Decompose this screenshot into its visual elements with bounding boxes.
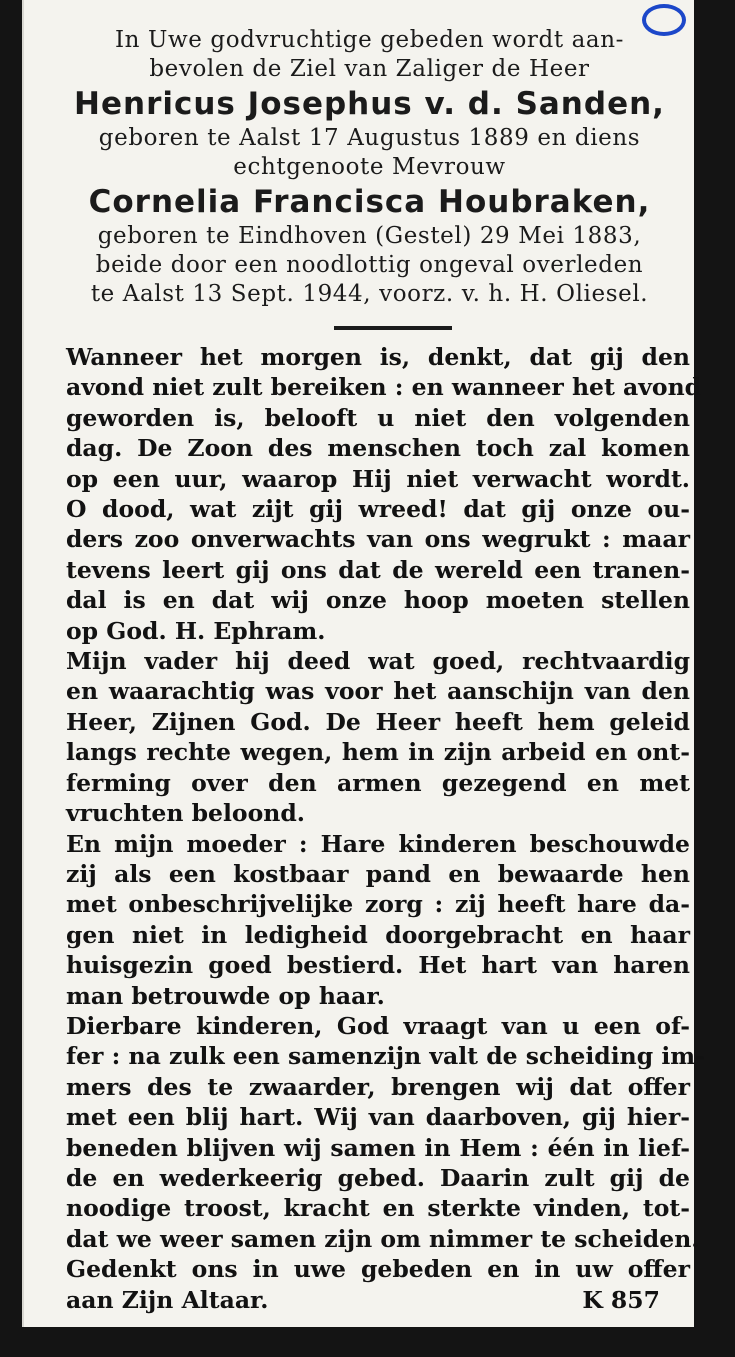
paragraph-1 [66,342,702,646]
paragraph-4 [66,1011,705,1285]
closing-line [66,1285,690,1315]
body-line: ferming over den armen gezegend en met [66,768,690,797]
card-body [66,342,705,1315]
body-line: dal is en dat wij onze hoop moeten stellen [66,586,690,615]
closing-text: aan Zijn Altaar. [66,1285,269,1314]
body-line: Dierbare kinderen, God vraagt van u een of- [66,1011,690,1040]
paragraph-2 [66,646,690,828]
body-line: op God. H. Ephram. [66,616,326,645]
header-line-4: echtgenoote Mevrouw [233,154,506,180]
body-line: en waarachtig was voor het aanschijn van den [66,677,690,706]
body-line: met onbeschrijvelijke zorg : zij heeft hare da- [66,890,690,919]
body-line: huisgezin goed bestierd. Het hart van haren [66,951,690,980]
body-line: vruchten beloond. [66,799,305,828]
body-line: tevens leert gij ons dat de wereld een tranen- [66,555,690,584]
header-line-3: geboren te Aalst 17 Augustus 1889 en diens [98,125,641,151]
body-line: Mijn vader hij deed wat goed, rechtvaardig [66,647,690,676]
header-line-7: te Aalst 13 Sept. 1944, voorz. v. h. H. Oliesel. [90,281,649,307]
body-line: dat we weer samen zijn om nimmer te scheiden. [66,1224,700,1253]
deceased-name-2: Cornelia Francisca Houbraken, [88,184,651,220]
body-line: dag. De Zoon des menschen toch zal komen [66,434,690,463]
body-line: zij als een kostbaar pand en bewaarde hen [66,859,690,888]
body-line: man betrouwde op haar. [66,981,385,1010]
body-line: langs rechte wegen, hem in zijn arbeid en ont- [66,738,690,767]
body-line: de en wederkeerig gebed. Daarin zult gij de [66,1163,690,1192]
body-line: met een blij hart. Wij van daarboven, gij hier- [66,1103,690,1132]
body-line: O dood, wat zijt gij wreed! dat gij onze ou- [66,495,690,524]
body-line: ders zoo onverwachts van ons wegrukt : maar [66,525,690,554]
body-line: geworden is, belooft u niet den volgenden [66,403,690,432]
body-line: noodige troost, kracht en sterkte vinden, tot- [66,1194,690,1223]
body-line: Gedenkt ons in uwe gebeden en in uw offer [66,1255,690,1284]
deceased-name-1: Henricus Josephus v. d. Sanden, [74,86,665,122]
header-line-1: In Uwe godvruchtige gebeden wordt aan- [115,27,624,53]
card-header [62,26,677,309]
header-line-2: bevolen de Ziel van Zaliger de Heer [149,56,590,82]
card-code: K 857 [582,1285,660,1314]
divider-rule [334,326,452,330]
memorial-card [22,0,705,1327]
header-line-6: beide door een noodlottig ongeval overleden [95,252,644,278]
body-line: avond niet zult bereiken : en wanneer het avond [66,373,702,402]
body-line: mers des te zwaarder, brengen wij dat offer [66,1072,690,1101]
header-line-5: geboren te Eindhoven (Gestel) 29 Mei 1883, [97,223,642,249]
body-line: En mijn moeder : Hare kinderen beschouwde [66,829,690,858]
paragraph-3 [66,829,690,1011]
body-line: fer : na zulk een samenzijn valt de scheiding im- [66,1042,705,1071]
body-line: Heer, Zijnen God. De Heer heeft hem geleid [66,707,690,736]
body-line: Wanneer het morgen is, denkt, dat gij den [66,343,690,371]
body-line: op een uur, waarop Hij niet verwacht wordt. [66,464,690,493]
body-line: beneden blijven wij samen in Hem : één in lief- [66,1133,690,1162]
body-line: gen niet in ledigheid doorgebracht en haar [66,920,690,949]
